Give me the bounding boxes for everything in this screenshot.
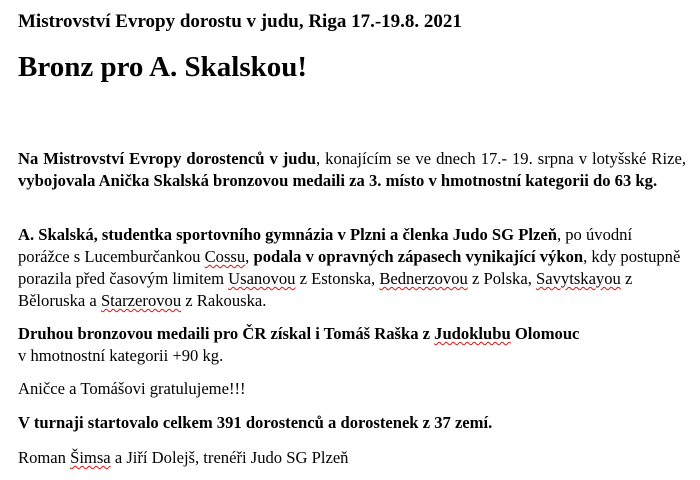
matches-bold-performance: podala v opravných zápasech vynikající výkon (253, 247, 584, 266)
intro-bold-lead: Na Mistrovství Evropy dorostenců v judu (18, 149, 316, 168)
word-olomouc: Olomouc (510, 324, 580, 343)
name-starzerova: Starzerovou (100, 291, 182, 310)
paragraph-participants: V turnaji startovalo celkem 391 dorostenců a dorostenek z 37 zemí. (18, 413, 493, 432)
paragraph-intro (18, 148, 686, 192)
matches-text-7: z Rakouska. (181, 291, 267, 310)
intro-bold-result: vybojovala Anička Skalská bronzovou medaili za 3. místo v hmotnostní kategorii do 63 kg. (18, 171, 658, 190)
matches-text-4: z Estonska, (295, 269, 380, 288)
name-usanova: Usanovou (228, 269, 296, 288)
matches-bold-lead: A. Skalská, studentka sportovního gymnázia v Plzni a členka Judo SG Plzeň (18, 225, 557, 244)
article-title: Bronz pro A. Skalskou! (18, 51, 308, 83)
name-cossu: Cossu (204, 247, 246, 266)
matches-text-3: , kdy postupně porazila před časovým limitem (18, 247, 681, 288)
paragraph-second-medal (18, 323, 686, 367)
name-bednerzova: Bednerzovou (379, 269, 468, 288)
signature-text-1: Roman (18, 448, 71, 467)
name-simsa: Šimsa (70, 448, 111, 467)
matches-text-5: z Polska, (467, 269, 537, 288)
paragraph-congrats: Aničce a Tomášovi gratulujeme!!! (18, 379, 246, 398)
paragraph-matches (18, 224, 686, 312)
second-medal-category: v hmotnostní kategorii +90 kg. (18, 346, 224, 365)
signature-text-2: a Jiří Dolejš, trenéři Judo SG Plzeň (110, 448, 349, 467)
matches-text-1: , po úvodní porážce s Lucemburčankou (18, 225, 633, 266)
word-judoklubu: Judoklubu (434, 324, 511, 343)
paragraph-signature (18, 447, 686, 469)
intro-text: , konajícím se ve dnech 17.- 19. srpna v lotyšské Rize, (316, 149, 686, 168)
matches-text-2: , (245, 247, 254, 266)
matches-text-6: z Běloruska a (18, 269, 633, 310)
second-medal-bold: Druhou bronzovou medaili pro ČR získal i Tomáš Raška z (18, 324, 435, 343)
event-header: Mistrovství Evropy dorostu v judu, Riga 17.-19.8. 2021 (18, 11, 462, 32)
name-savytskaya: Savytskayou (536, 269, 621, 288)
